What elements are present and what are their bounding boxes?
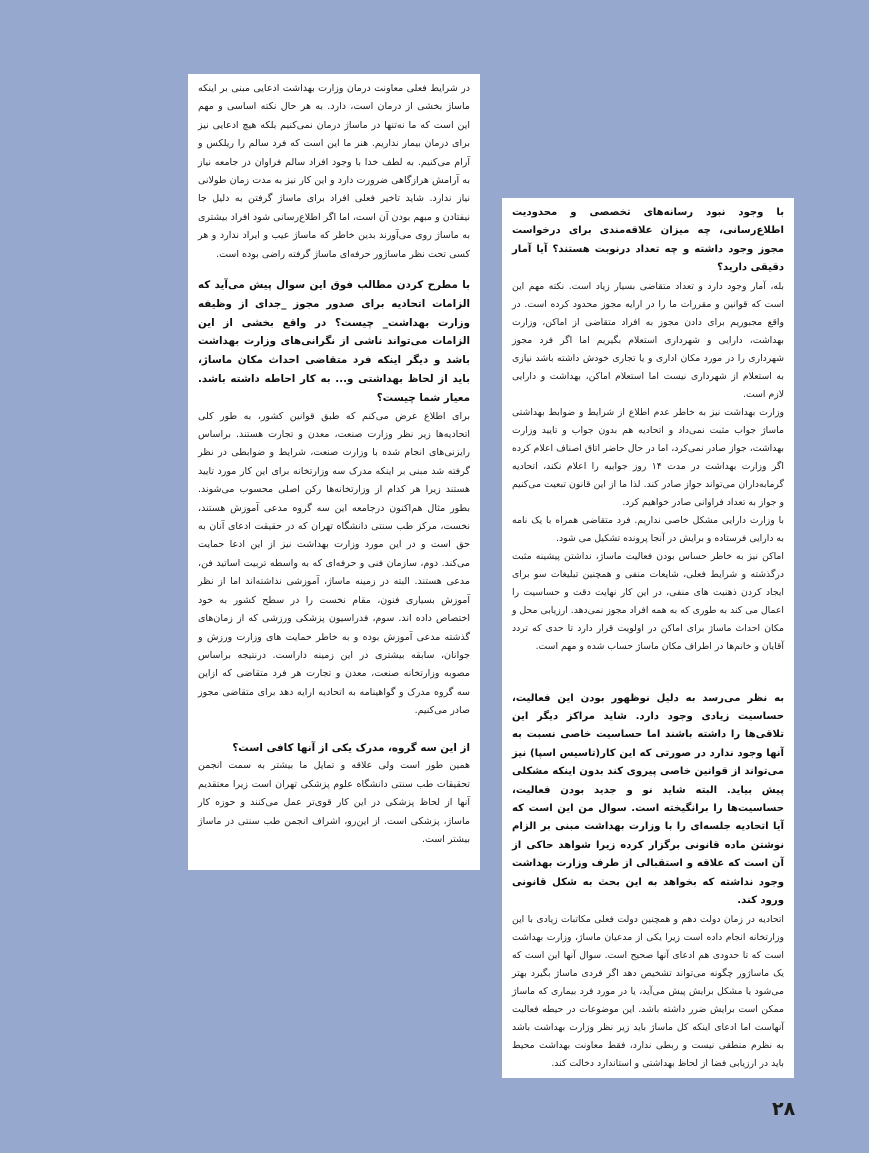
paragraph: وزارت بهداشت نیز به خاطر عدم اطلاع از شرایط و ضوابط بهداشتی ماساژ جواب مثبت نمی‌داد و اتحادیه هم بدون جواب و تایید وزارت بهداشت، جواز صادر نمی‌کرد، اما در حال حاضر اتاق اصناف اعلام کرده اگر وزارت بهداشت در مدت ۱۴ روز جوابیه را اعلام نکند، اتحادیه گرمابه‌داران می‌تواند جواز صادر کند. لذا ما از این قانون تبعیت می‌کنیم و جواز به تعداد فراوانی صادر خواهیم کرد. — [512, 406, 784, 508]
paragraph: برای اطلاع عرض می‌کنم که طبق قوانین کشور، به طور کلی اتحادیه‌ها زیر نظر وزارت صنعت، معدن و تجارت هستند. براساس رایزنی‌های انجام شده با وزارت صنعت، شرایط و ضوابطی در نظر گرفته شد مبنی بر اینکه مدرک سه وزارتخانه برای این کار مورد تایید هستند زیرا هر کدام از وزارتخانه‌ها رکن اصلی محسوب می‌شوند. بطور مثال هم‌اکنون درجامعه این سه گروه مدعی آموزش هستند، نخست، مرکز طب سنتی دانشگاه تهران که در حقیقت ادعای آنان به حق است و در این مورد وزارت بهداشت نیز از این ادعا حمایت می‌کند. دوم، سازمان فنی و حرفه‌ای که به واسطه تربیت اساتید فن، مدعی هستند. البته در زمینه ماساژ، آموزشی نداشته‌اند اما از نظر آموزش بسیاری فنون، مقام نخست را در سطح کشور به خود اختصاص داده اند. سوم، فدراسیون پزشکی ورزشی که از زمان‌های گذشته مدعی آموزش بوده و به خاطر حمایت های وزارت ورزش و جوانان، سابقه بیشتری در این زمینه داراست. درنتیجه براساس مصوبه وزارتخانه صنعت، معدن و تجارت هر فرد متقاضی که ازاین سه گروه مدرک و گواهینامه به اتحادیه ارایه دهد برای متقاضی مجوز صادر می‌کنیم. — [198, 410, 470, 717]
paragraph: اتحادیه در زمان دولت دهم و همچنین دولت فعلی مکاتبات زیادی با این وزارتخانه انجام داده است زیرا یکی از مدعیان ماساژ، وزارت بهداشت است که تا حدودی هم ادعای آنها صحیح است. سوال آنها این است که یک ماساژور چگونه می‌تواند تشخیص دهد اگر فردی ماساژ بگیرد بهتر می‌شود یا مشکل برایش پیش می‌آید، یا در مورد فرد بیماری که ماساژ ممکن است برایش ضرر داشته باشد. این موضوعات در حیطه فعالیت آنهاست اما ادعای اینکه کل ماساژ باید زیر نظر وزارت بهداشت باشد به نظرم منطقی نیست و ربطی ندارد، فقط معاونت بهداشت محیط باید در ارزیابی فضا از لحاظ بهداشتی و استاندارد دخالت کند. — [512, 913, 784, 1069]
interview-question: با وجود نبود رسانه‌های تخصصی و محدودیت اطلاع‌رسانی، چه میزان علاقه‌مندی برای درخواست مجوز وجود داشته و چه تعداد درنوبت هستند؟ آیا آمار دقیقی دارید؟ — [512, 207, 784, 274]
paragraph: بله، آمار وجود دارد و تعداد متقاضی بسیار زیاد است. نکته مهم این است که قوانین و مقررات ما را در ارایه مجوز محدود کرده است. در واقع مجبوریم برای دادن مجوز به افراد متقاضی از اماکن، وزارت بهداشت، دارایی و شهرداری استعلام بگیریم اما اگر فرد مجوز شهرداری را در مورد مکان اداری و یا تجاری خودش داشته باشد نیازی به استعلام از شهرداری نیست اما استعلام اماکن، بهداشت و دارایی لازم است. — [512, 280, 784, 400]
interview-question: با مطرح کردن مطالب فوق این سوال پیش می‌آید که الزامات اتحادیه برای صدور مجوز _جدای از وظیفه وزارت بهداشت_ چیست؟ در واقع بخشی از این الزامات می‌تواند ناشی از نگرانی‌های وزارت بهداشت باشد و دیگر اینکه فرد متقاضی احداث مکان ماساژ، باید از لحاظ بهداشتی و... به کار احاطه داشته باشد. معیار شما چیست؟ — [198, 279, 470, 404]
page-number: ۲۸ — [772, 1098, 796, 1120]
paragraph: همین طور است ولی علاقه و تمایل ما بیشتر به سمت انجمن تحقیقات طب سنتی دانشگاه علوم پزشکی تهران است زیرا معتقدیم آنها از لحاظ پزشکی در این کار قوی‌تر عمل می‌کنند و حوزه کار ماساژ، پزشکی است. از این‌رو، اشراف انجمن طب سنتی در ماساژ بیشتر است. — [198, 760, 470, 845]
interview-question: به نظر می‌رسد به دلیل نوظهور بودن این فعالیت، حساسیت زیادی وجود دارد. شاید مراکز دیگر این تلاقی‌ها را داشته باشند اما حساسیت خاصی نسبت به آنها وجود ندارد در صورتی که این کار(تاسیس اسپا) نیز می‌تواند از قوانین خاصی پیروی کند بدون اینکه مشکلی پیش بیاید. البته شاید نو و جدید بودن فعالیت، حساسیت‌ها را برانگیخته است. سوال من این است که آیا اتحادیه جلسه‌ای را با وزارت بهداشت مبنی بر الزام نوشتن ماده قانونی برگزار کرده زیرا شواهد حاکی از آن است که علاقه و استقبالی از طرف وزارت بهداشت وجود نداشته که بخواهد به این بحث به شکل قانونی ورود کند. — [512, 692, 784, 907]
paragraph: با وزارت دارایی مشکل خاصی نداریم. فرد متقاضی همراه با یک نامه به دارایی فرستاده و برایش در آنجا پرونده تشکیل می شود. — [512, 514, 784, 544]
interview-question: از این سه گروه، مدرک یکی از آنها کافی است؟ — [232, 741, 470, 754]
paragraph: اماکن نیز به خاطر حساس بودن فعالیت ماساژ، نداشتن پیشینه مثبت درگذشته و شرایط فعلی، شایعات منفی و همچنین تبلیغات سو برای ایجاد کردن ذهنیت های منفی، در این کار نهایت دقت و حساسیت را اعمال می کند به طوری که به همه افراد مجوز نمی‌دهد. ارزیابی محل و مکان احداث ماساژ برای اماکن در اولویت قرار دارد تا حدی که تردد آقایان و خانم‌ها در اطراف مکان ماساژ حساب شده و مهم است. — [512, 550, 784, 652]
left-column — [188, 74, 480, 870]
right-column — [502, 198, 794, 1078]
paragraph: در شرایط فعلی معاونت درمان وزارت بهداشت ادعایی مبنی بر اینکه ماساژ بخشی از درمان است، دارد. به هر حال نکته اساسی و مهم این است که ما نه‌تنها در ماساژ درمان نمی‌کنیم بلکه هیچ ادعایی نیز برای درمان بیمار نداریم. هنر ما این است که فرد سالم را ریلکس و آرام می‌کنیم. به لطف خدا با وجود افراد سالم فراوان در جامعه نیاز به آرامش هرازگاهی ضرورت دارد و این کار نیز به مدت زمان طولانی نیاز ندارد. شاید تاخیر فعلی افراد برای ماساژ گرفتن به دلیل جا نیفتادن و مبهم بودن آن است، اما اگر اطلاع‌رسانی شود افراد بیشتری به ماساژ روی می‌آورند بدین خاطر که ماساژ عیب و ایراد ندارد و هر کسی تحت نظر ماساژور حرفه‌ای ماساژ گرفته راضی بوده است. — [198, 83, 470, 260]
